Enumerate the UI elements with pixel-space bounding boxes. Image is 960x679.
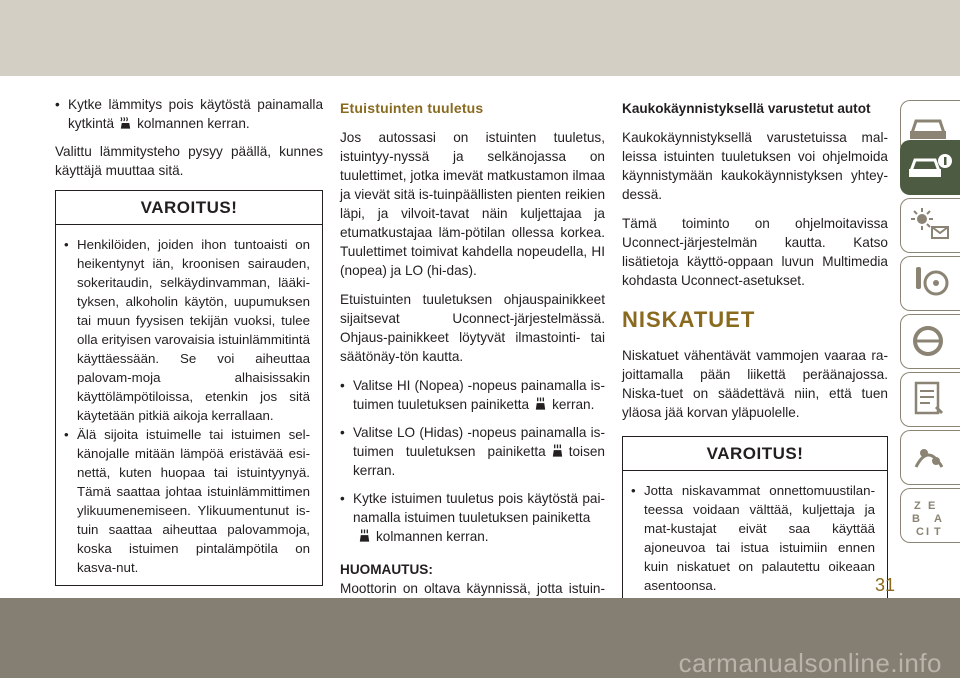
seat-vent-icon bbox=[533, 396, 548, 412]
list-item: • Kytke lämmitys pois käytöstä painamalla kytkintä kolmannen kerran. bbox=[55, 97, 323, 131]
multimedia-icon bbox=[908, 437, 952, 477]
top-band bbox=[0, 0, 960, 76]
car-info-icon bbox=[908, 147, 952, 187]
wheel-icon bbox=[908, 321, 952, 361]
svg-text:Z: Z bbox=[914, 500, 921, 512]
tab-steering[interactable] bbox=[900, 256, 960, 311]
list-item: • Valitse LO (Hidas) -nopeus painamalla is-tuimen tuuletuksen painiketta toisen kerran. bbox=[340, 425, 605, 478]
checklist-icon bbox=[908, 379, 952, 419]
tab-wheel[interactable] bbox=[900, 314, 960, 369]
warning-item: • Jotta niskavammat onnettomuustilan-teessa voidaan välttää, kuljettaja ja mat-kustajat eivät saa käyttää ajoneuvoa tai istua istuimiin ennen kuin niskatuet on palautettu oikeaan asentoonsa. bbox=[631, 483, 875, 593]
bullet-text-end: kolmannen kerran. bbox=[137, 116, 250, 131]
paragraph: Etuistuinten tuuletuksen ohjauspainikkeet sijaitsevat Uconnect-järjestelmässä. Ohjaus-painikkeet löytyvät ilmastointi- tai säätönäy-tön kautta. bbox=[340, 292, 605, 364]
note-text: Moottorin on oltava käynnissä, jotta istuin- bbox=[340, 581, 605, 596]
svg-text:C: C bbox=[916, 526, 924, 538]
warning-title: VAROITUS! bbox=[623, 437, 887, 471]
list-item: • Kytke istuimen tuuletus pois käytöstä pai-namalla istuimen tuuletuksen painiketta kolmannen kerran. bbox=[340, 491, 605, 544]
seat-heater-icon bbox=[118, 115, 133, 131]
svg-text:E: E bbox=[928, 500, 936, 512]
seat-vent-icon bbox=[550, 443, 565, 459]
index-letters-icon bbox=[908, 495, 952, 541]
svg-text:T: T bbox=[934, 526, 941, 538]
watermark: carmanualsonline.info bbox=[678, 648, 942, 678]
page-number: 31 bbox=[874, 575, 895, 595]
svg-text:A: A bbox=[934, 513, 942, 525]
steering-tools-icon bbox=[908, 263, 952, 303]
tab-car-info[interactable] bbox=[900, 140, 960, 195]
warning-box bbox=[55, 190, 323, 586]
paragraph: Jos autossasi on istuinten tuuletus, istuintyy-nyssä ja selkänojassa on tuulettimet, jotka imevät matkustamon ilmaa ja vievät sitä is-tuinpäällisten pienten reikien läpi, ja vilvoit-tavat näin kuljettajaa ja etumatkustajaa läm-pötilan ollessa korkea. Tuulettimet toimivat kahdella nopeudella, HI (nopea) ja LO (hi-das). bbox=[340, 130, 605, 278]
paragraph: Niskatuet vähentävät vammojen vaaraa ra-joittamalla pään liikettä peräänajossa. Niska-tuet on säädettävä niin, että tuen yläosa jää korvan yläpuolelle. bbox=[622, 348, 888, 420]
warning-title: VAROITUS! bbox=[56, 191, 322, 225]
note-title: HUOMAUTUS: bbox=[340, 562, 433, 577]
section-heading: Etuistuinten tuuletus bbox=[340, 100, 484, 116]
seat-vent-icon bbox=[357, 528, 372, 544]
svg-text:I: I bbox=[926, 526, 930, 538]
warning-item: • Henkilöiden, joiden ihon tuntoaisti on heikentynyt iän, kroonisen sairauden, sokeritaudin, selkäydinvamman, lääki-tyksen, alkoholin käytön, uupumuksen tai muun fyysisen tekijän vuoksi, tulee olla erityisen varovaisia istuinlämmitintä käyttäessään. Se voi aiheuttaa palovam-moja alhaisissakin käyttölämpötiloissa, etenkin jos sitä käytetään pitkiä aikoja kerrallaan. bbox=[64, 237, 310, 423]
column-1 bbox=[55, 95, 323, 586]
paragraph: Tämä toiminto on ohjelmoitavissa Uconnect-järjestelmän kautta. Katso lisätietoja käyttö-oppaan luvun Multimedia kohdasta Uconnect-asetukset. bbox=[622, 216, 888, 288]
paragraph: Kaukokäynnistyksellä varustetuissa mal-leissa istuinten tuuletuksen voi ohjelmoida käynnistymään kaukokäynnistyksen yhtey-dessä. bbox=[622, 130, 888, 202]
tab-index[interactable] bbox=[900, 488, 960, 543]
tab-warning-lights[interactable] bbox=[900, 198, 960, 253]
warning-lights-icon bbox=[908, 205, 952, 245]
svg-text:B: B bbox=[912, 513, 920, 525]
tab-multimedia[interactable] bbox=[900, 430, 960, 485]
paragraph: Valittu lämmitysteho pysyy päällä, kunnes käyttäjä muuttaa sitä. bbox=[55, 144, 323, 178]
column-2 bbox=[340, 95, 605, 627]
warning-item: • Älä sijoita istuimelle tai istuimen sel-känojalle mitään lämpöä eristävää esi-nettä, kuten huopaa tai istuintyynyä. Tämä saattaa johtaa istuinlämmittimen ylikuumenemiseen. Ylikuumentunut is-tuin saattaa aiheuttaa palovammoja, koska istuimen pintalämpötila on kasva-nut. bbox=[64, 427, 310, 575]
subheading: Kaukokäynnistyksellä varustetut autot bbox=[622, 101, 871, 116]
list-item: • Valitse HI (Nopea) -nopeus painamalla is-tuimen tuuletuksen painiketta kerran. bbox=[340, 378, 605, 412]
column-3 bbox=[622, 95, 888, 661]
section-heading: NISKATUET bbox=[622, 307, 756, 332]
tab-checklist[interactable] bbox=[900, 372, 960, 427]
bullet-text: Kytke lämmitys pois käytöstä painamalla kytkintä bbox=[68, 97, 323, 131]
